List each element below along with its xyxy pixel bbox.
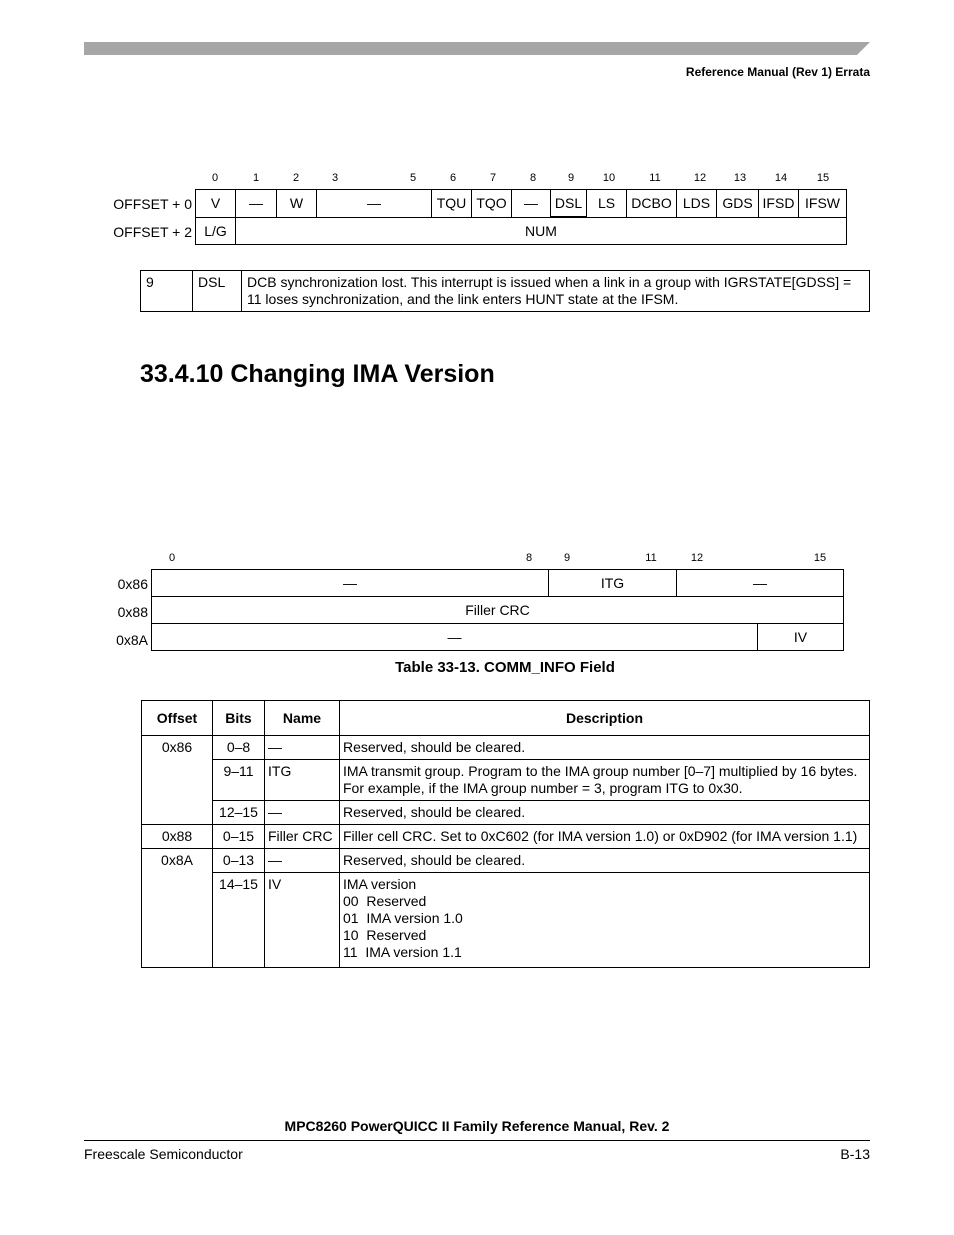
field-ls: LS (587, 190, 627, 218)
bit-number: 7 (489, 172, 497, 184)
section-heading: 33.4.10 Changing IMA Version (140, 360, 495, 388)
name-cell: — (265, 736, 340, 760)
bit-number: 9 (563, 552, 571, 564)
field-reserved: — (236, 190, 277, 218)
row-label-offset-0: OFFSET + 0 (113, 196, 192, 212)
field-dcbo: DCBO (627, 190, 677, 218)
field-reserved: — (512, 190, 551, 218)
field-lg: L/G (196, 217, 236, 245)
bit-number: 3 (331, 172, 339, 184)
register-2-row-0x8a (152, 624, 844, 651)
description-line: 01 IMA version 1.0 (343, 910, 463, 926)
name-cell: Filler CRC (265, 825, 340, 849)
table-header-row (142, 701, 870, 736)
description-line: 11 IMA version 1.1 (343, 944, 462, 960)
page-number: B-13 (840, 1146, 870, 1162)
register-2-row-0x88 (152, 597, 844, 624)
footer-divider (84, 1140, 870, 1141)
bits-cell: 14–15 (213, 873, 265, 968)
field-v: V (196, 190, 236, 218)
field-reserved: — (677, 570, 844, 597)
register-1-row-offset-0 (196, 190, 847, 218)
register-1-row-offset-2 (196, 217, 847, 245)
bits-cell: 12–15 (213, 801, 265, 825)
bit-number: 1 (252, 172, 260, 184)
field-iv: IV (758, 624, 844, 651)
bit-number: 9 (567, 172, 575, 184)
column-header-description: Description (340, 701, 870, 736)
table-row (142, 825, 870, 849)
bit-number: 0 (211, 172, 219, 184)
table-row (142, 760, 870, 801)
offset-cell: 0x8A (142, 849, 213, 968)
footer-company: Freescale Semiconductor (84, 1146, 243, 1162)
bits-cell: 0–15 (213, 825, 265, 849)
field-num: NUM (236, 217, 847, 245)
offset-cell: 0x88 (142, 825, 213, 849)
footer-title: MPC8260 PowerQUICC II Family Reference Manual, Rev. 2 (284, 1118, 670, 1134)
row-label-0x8a: 0x8A (116, 632, 148, 648)
field-ifsw: IFSW (799, 190, 847, 218)
register-1-diagram (195, 189, 847, 245)
bit-number: 15 (813, 552, 827, 564)
field-tqo: TQO (472, 190, 512, 218)
row-label-offset-2: OFFSET + 2 (113, 224, 192, 240)
bits-cell: 0–8 (213, 736, 265, 760)
description-cell: DCB synchronization lost. This interrupt is issued when a link in a group with IGRSTATE[GDSS] = 11 loses synchronization, and the link enters HUNT state at the IFSM. (242, 271, 870, 312)
bit-number: 13 (733, 172, 747, 184)
field-reserved: — (152, 570, 549, 597)
field-filler-crc: Filler CRC (152, 597, 844, 624)
dsl-description-table (140, 270, 870, 312)
description-line: IMA version (343, 876, 417, 892)
running-header: Reference Manual (Rev 1) Errata (685, 65, 870, 79)
bit-number: 15 (816, 172, 830, 184)
name-cell: — (265, 801, 340, 825)
header-bar (84, 42, 870, 55)
name-cell: IV (265, 873, 340, 968)
field-itg: ITG (549, 570, 677, 597)
description-cell: Reserved, should be cleared. (340, 849, 870, 873)
field-dsl: DSL (551, 190, 587, 218)
description-cell (340, 873, 870, 968)
column-header-offset: Offset (142, 701, 213, 736)
register-2-diagram (151, 569, 844, 651)
bit-cell: 9 (141, 271, 193, 312)
bit-number: 0 (168, 552, 176, 564)
description-cell: Reserved, should be cleared. (340, 736, 870, 760)
field-w: W (277, 190, 317, 218)
column-header-name: Name (265, 701, 340, 736)
bit-number: 6 (449, 172, 457, 184)
description-cell: Filler cell CRC. Set to 0xC602 (for IMA version 1.0) or 0xD902 (for IMA version 1.1) (340, 825, 870, 849)
bit-number: 11 (649, 172, 661, 184)
bit-number: 8 (529, 172, 537, 184)
register-2-row-0x86 (152, 570, 844, 597)
offset-cell: 0x86 (142, 736, 213, 825)
description-line: 10 Reserved (343, 927, 427, 943)
name-cell: ITG (265, 760, 340, 801)
table-caption: Table 33-13. COMM_INFO Field (395, 659, 615, 676)
description-cell: Reserved, should be cleared. (340, 801, 870, 825)
field-reserved: — (152, 624, 758, 651)
field-tqu: TQU (432, 190, 472, 218)
bit-number: 11 (645, 552, 657, 564)
bit-number: 5 (409, 172, 417, 184)
table-row (142, 873, 870, 968)
field-lds: LDS (677, 190, 717, 218)
bits-cell: 0–13 (213, 849, 265, 873)
bits-cell: 9–11 (213, 760, 265, 801)
name-cell: DSL (193, 271, 242, 312)
field-gds: GDS (717, 190, 759, 218)
field-reserved: — (317, 190, 432, 218)
bit-number: 12 (690, 552, 704, 564)
table-row (142, 801, 870, 825)
bit-number: 12 (693, 172, 707, 184)
description-cell: IMA transmit group. Program to the IMA group number [0–7] multiplied by 16 bytes. For example, if the IMA group number = 3, program ITG to 0x30. (340, 760, 870, 801)
field-ifsd: IFSD (759, 190, 799, 218)
name-cell: — (265, 849, 340, 873)
table-row (141, 271, 870, 312)
description-line: 00 Reserved (343, 893, 427, 909)
row-label-0x88: 0x88 (117, 604, 148, 620)
comm-info-table (141, 700, 870, 968)
bit-number: 2 (292, 172, 300, 184)
bit-number: 10 (602, 172, 616, 184)
row-label-0x86: 0x86 (117, 576, 148, 592)
bit-number: 8 (525, 552, 533, 564)
table-row (142, 736, 870, 760)
column-header-bits: Bits (213, 701, 265, 736)
table-row (142, 849, 870, 873)
bit-number: 14 (774, 172, 788, 184)
